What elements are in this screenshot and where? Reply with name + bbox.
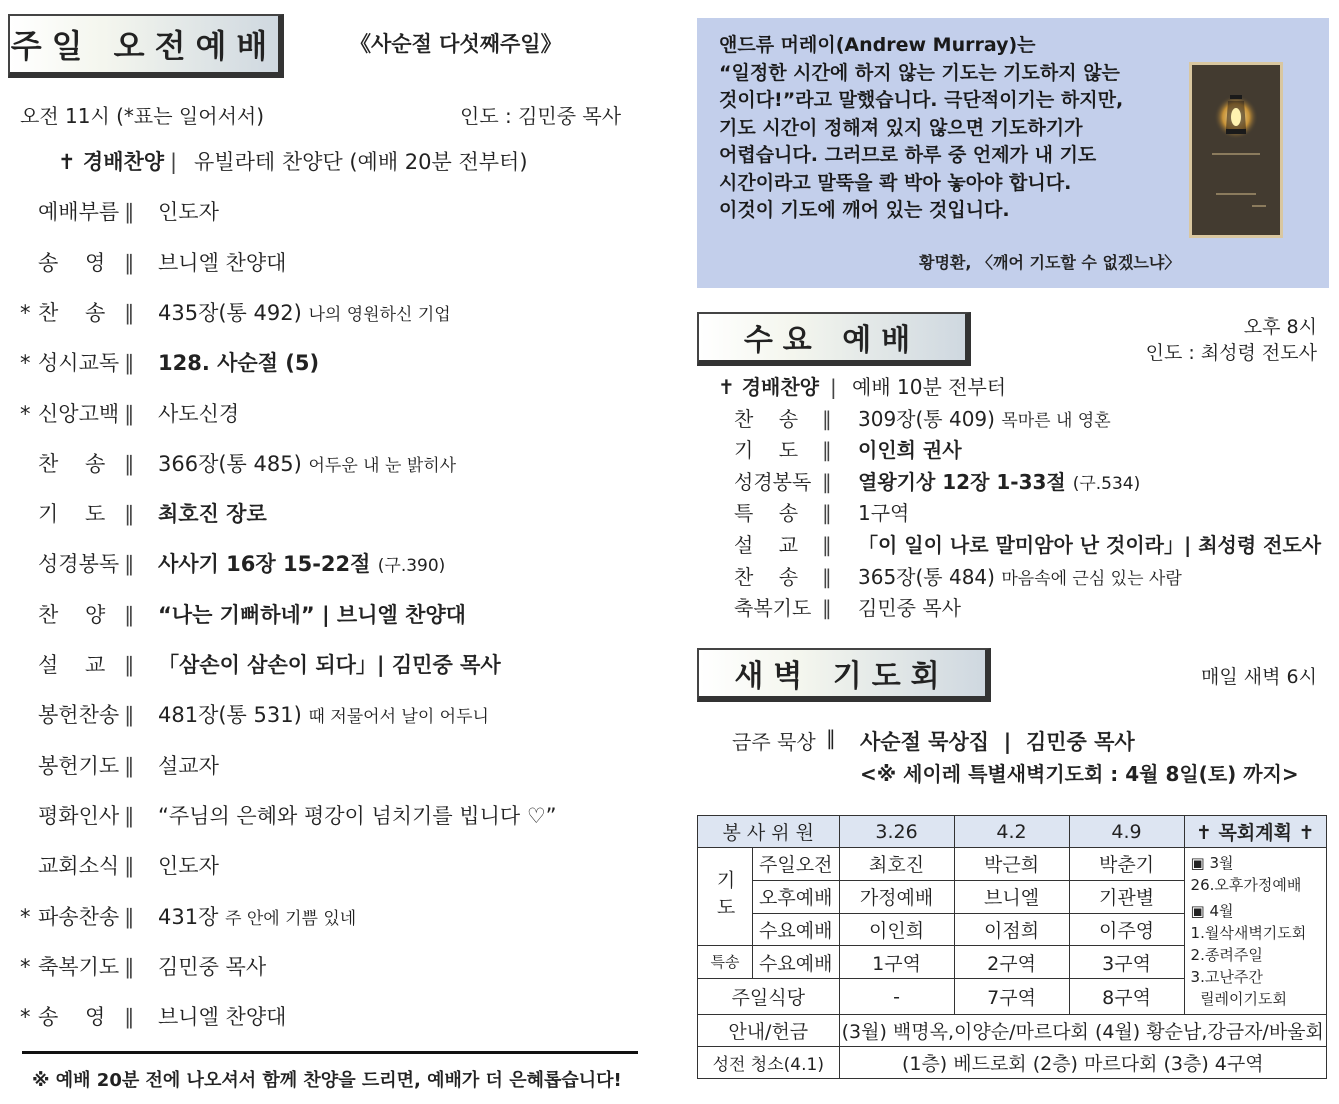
order-separator: ∥: [124, 1005, 135, 1030]
row-label: 주일오전: [753, 848, 840, 881]
order-label: 성경봉독: [734, 469, 812, 494]
order-separator: ∥: [822, 596, 832, 621]
table-cell: (3월) 백명옥,이양순/마르다회 (4월) 황순남,강금자/바울회: [839, 1015, 1326, 1047]
order-content: [158, 951, 266, 985]
order-label: 봉헌찬송: [38, 703, 120, 728]
order-label: 설 교: [734, 533, 799, 557]
order-content: [158, 498, 267, 532]
table-cell: 7구역: [954, 979, 1069, 1015]
standing-mark: *: [20, 401, 31, 426]
order-label: 특 송: [734, 501, 799, 526]
order-label: 축복기도: [734, 596, 812, 621]
table-header: 4.9: [1069, 816, 1184, 848]
order-label: 찬 송: [38, 451, 106, 476]
table-row: [698, 848, 1327, 881]
order-main: 사사기 16장 15-22절: [158, 552, 371, 577]
order-main: 유빌라테 찬양단 (예배 20분 전부터): [194, 150, 528, 174]
table-cell: 브니엘: [954, 880, 1069, 913]
quote-line: 어렵습니다. 그러므로 하루 중 언제가 내 기도: [719, 144, 1097, 166]
order-separator: ∥: [124, 552, 135, 577]
table-header: ✝ 목회계획 ✝: [1184, 816, 1326, 848]
order-separator: ∥: [822, 406, 832, 431]
order-main: 열왕기상 12장 1-33절: [858, 469, 1066, 494]
order-content: [158, 649, 501, 683]
order-content: [852, 372, 1006, 404]
sunday-time: 오전 11시 (*표는 일어서서): [20, 104, 265, 128]
standing-mark: *: [20, 1005, 31, 1030]
order-content: [858, 562, 1182, 594]
lantern-icon: [1192, 65, 1280, 235]
order-separator: ∥: [124, 250, 135, 275]
dawn-content: 사순절 묵상집 | 김민중 목사: [860, 730, 1135, 754]
order-main: “주님의 은혜와 평강이 넘치기를 빕니다 ♡”: [158, 803, 557, 828]
order-separator: ∥: [822, 501, 832, 526]
dawn-label: 금주 묵상: [732, 730, 816, 754]
order-separator: ∥: [822, 564, 832, 589]
order-separator: ∥: [124, 200, 135, 225]
standing-mark: *: [20, 904, 31, 929]
duty-table: [697, 815, 1327, 1079]
quote-line: 앤드류 머레이(Andrew Murray)는: [719, 34, 1036, 56]
order-main: 인도자: [158, 854, 219, 879]
order-content: [158, 599, 466, 633]
order-main: 김민중 목사: [158, 954, 267, 979]
plan-line: 3.고난주간: [1190, 968, 1263, 986]
order-content: [158, 1001, 286, 1035]
table-cell: 이주영: [1069, 913, 1184, 946]
order-separator: ∥: [124, 653, 135, 677]
order-label: 찬 송: [734, 564, 799, 589]
table-row: [698, 1015, 1327, 1047]
order-content: [158, 901, 356, 935]
row-label: 수요예배: [753, 913, 840, 946]
order-main: 1구역: [858, 501, 910, 526]
order-separator: ∥: [822, 469, 832, 494]
table-header: 3.26: [839, 816, 954, 848]
table-header-row: [698, 816, 1327, 848]
order-label: 교회소식: [38, 854, 120, 879]
order-separator: ∥: [822, 438, 832, 463]
quote-text: [719, 32, 1179, 225]
order-content: [158, 699, 489, 733]
order-label: ✝ 경배찬양: [718, 375, 820, 399]
order-label: 송 영: [38, 250, 106, 275]
order-note: 때 저물어서 날이 어두니: [308, 707, 489, 728]
wednesday-title: 수요 예배: [743, 323, 921, 358]
order-content: [858, 435, 962, 467]
dawn-special: <※ 세이레 특별새벽기도회 : 4월 8일(토) 까지>: [860, 762, 1299, 786]
order-main: 366장(통 485): [158, 451, 302, 476]
table-cell: 가정예배: [839, 880, 954, 913]
table-cell: 최호진: [839, 848, 954, 881]
table-cell: -: [839, 979, 954, 1015]
order-main: 431장: [158, 904, 219, 929]
plan-line: 1.월삭새벽기도회: [1190, 924, 1307, 942]
sunday-title-box: [8, 14, 284, 78]
order-content: [858, 467, 1140, 499]
order-content: [858, 498, 909, 530]
wednesday-title-box: [697, 312, 971, 366]
order-separator: ∥: [124, 502, 135, 527]
order-note: (구.390): [377, 556, 446, 577]
dawn-time: 매일 새벽 6시: [1201, 666, 1317, 688]
plan-line: ▣ 4월: [1190, 902, 1234, 920]
order-content: [158, 800, 557, 834]
table-cell: 8구역: [1069, 979, 1184, 1015]
dawn-title-box: [697, 648, 991, 702]
row-label: 안내/헌금: [698, 1015, 840, 1047]
order-label: 신앙고백: [38, 401, 120, 426]
row-label: 성전 청소(4.1): [698, 1047, 840, 1079]
sunday-subtitle: 《사순절 다섯째주일》: [350, 32, 562, 56]
quote-line: “일정한 시간에 하지 않는 기도는 기도하지 않는: [719, 61, 1120, 84]
order-label: 성경봉독: [38, 552, 120, 577]
order-main: 365장(통 484): [858, 564, 995, 589]
sunday-leader: 인도 : 김민중 목사: [460, 104, 622, 128]
quote-box: [697, 18, 1329, 288]
order-main: 브니엘 찬양대: [158, 250, 287, 275]
order-separator: |: [170, 150, 178, 174]
order-main: 「삼손이 삼손이 되다」| 김민중 목사: [158, 653, 501, 677]
order-main: 128. 사순절 (5): [158, 351, 320, 376]
order-note: 목마른 내 영혼: [1001, 410, 1111, 431]
order-label: 찬 송: [734, 406, 799, 431]
order-label: 성시교독: [38, 351, 120, 376]
table-cell: 이인희: [839, 913, 954, 946]
order-content: [158, 347, 319, 381]
sunday-title: 주일 오전예배: [10, 27, 278, 65]
order-label: 파송찬송: [38, 904, 120, 929]
table-header: 4.2: [954, 816, 1069, 848]
order-main: 481장(통 531): [158, 703, 302, 728]
plan-line: ▣ 3월: [1190, 854, 1234, 872]
quote-line: 것이다!”라고 말했습니다. 극단적이기는 하지만,: [719, 89, 1124, 111]
plan-line: 릴레이기도회: [1190, 990, 1288, 1008]
standing-mark: *: [20, 954, 31, 979]
order-separator: ∥: [124, 351, 135, 376]
order-separator: ∥: [124, 451, 135, 476]
table-cell: 1구역: [839, 946, 954, 979]
order-label: 기 도: [734, 438, 799, 463]
table-cell: 2구역: [954, 946, 1069, 979]
order-content: [158, 297, 451, 331]
order-separator: ∥: [124, 300, 135, 325]
order-label: 찬 양: [38, 602, 106, 627]
order-content: [158, 850, 219, 884]
quote-line: 시간이라고 말뚝을 콱 박아 놓아야 합니다.: [719, 171, 1072, 194]
order-main: 이인희 권사: [858, 438, 962, 463]
order-label: 설 교: [38, 653, 106, 677]
order-main: 435장(통 492): [158, 300, 302, 325]
table-row: [698, 1047, 1327, 1079]
table-header: 봉 사 위 원: [698, 816, 840, 848]
order-main: 인도자: [158, 200, 219, 225]
footer-divider: [22, 1051, 638, 1054]
order-content: [158, 548, 445, 582]
order-note: (구.534): [1072, 473, 1141, 494]
order-content: [858, 404, 1111, 436]
wednesday-time: 오후 8시: [1243, 316, 1317, 338]
table-cell: 기관별: [1069, 880, 1184, 913]
wednesday-leader: 인도 : 최성령 전도사: [1145, 342, 1317, 364]
order-main: 설교자: [158, 753, 219, 778]
book-cover-image: [1189, 62, 1283, 238]
order-label: 예배부름: [38, 200, 120, 225]
order-main: 최호진 장로: [158, 502, 267, 527]
plan-line: 2.종려주일: [1190, 946, 1263, 964]
order-note: 나의 영원하신 기업: [308, 304, 451, 325]
order-content: [158, 196, 219, 230]
order-label: 평화인사: [38, 803, 120, 828]
order-label: 봉헌기도: [38, 753, 120, 778]
plan-cell: [1184, 848, 1326, 1015]
sunday-footer-note: ※ 예배 20분 전에 나오셔서 함께 찬양을 드리면, 예배가 더 은혜롭습니다!: [32, 1070, 622, 1091]
order-content: [158, 247, 286, 281]
order-separator: ∥: [124, 401, 135, 426]
order-separator: ∥: [124, 753, 135, 778]
group-special: 특송: [698, 946, 753, 979]
row-label: 수요예배: [753, 946, 840, 979]
dawn-sep: ∥: [826, 726, 836, 750]
order-separator: ∥: [124, 954, 135, 979]
table-cell: 박근희: [954, 848, 1069, 881]
table-cell: 박춘기: [1069, 848, 1184, 881]
order-separator: ∥: [124, 703, 135, 728]
order-separator: |: [830, 375, 837, 399]
standing-mark: *: [20, 351, 31, 376]
order-label: 축복기도: [38, 954, 120, 979]
order-main: 브니엘 찬양대: [158, 1005, 287, 1030]
order-label: 송 영: [38, 1005, 106, 1030]
order-note: 마음속에 근심 있는 사람: [1001, 568, 1182, 589]
quote-source: 황명환, 〈깨어 기도할 수 없겠느냐〉: [919, 253, 1181, 272]
table-cell: (1층) 베드로회 (2층) 마르다회 (3층) 4구역: [839, 1047, 1326, 1079]
standing-mark: *: [20, 300, 31, 325]
order-separator: ∥: [124, 904, 135, 929]
order-label: 기 도: [38, 502, 106, 527]
order-note: 어두운 내 눈 밝히사: [308, 455, 457, 476]
order-separator: ∥: [124, 803, 135, 828]
order-content: [194, 146, 528, 180]
order-content: [158, 398, 239, 432]
table-cell: 이점희: [954, 913, 1069, 946]
order-note: 주 안에 기쁨 있네: [225, 908, 357, 929]
dawn-title: 새벽 기도회: [734, 659, 950, 694]
order-content: [858, 593, 961, 625]
order-content: [858, 530, 1321, 562]
table-cell: 3구역: [1069, 946, 1184, 979]
plan-line: 26.오후가정예배: [1190, 876, 1302, 894]
order-content: [158, 448, 456, 482]
order-separator: ∥: [124, 602, 135, 627]
order-label: ✝ 경배찬양: [58, 150, 165, 174]
group-prayer: 기도: [698, 848, 753, 946]
order-main: 사도신경: [158, 401, 240, 426]
order-main: “나는 기뻐하네” | 브니엘 찬양대: [158, 602, 466, 627]
quote-line: 기도 시간이 정해져 있지 않으면 기도하기가: [719, 116, 1083, 139]
row-label: 주일식당: [698, 979, 840, 1015]
order-separator: ∥: [822, 533, 832, 557]
row-label: 오후예배: [753, 880, 840, 913]
order-content: [158, 750, 219, 784]
order-separator: ∥: [124, 854, 135, 879]
order-main: 309장(통 409): [858, 406, 995, 431]
quote-line: 이것이 기도에 깨어 있는 것입니다.: [719, 199, 1010, 221]
order-main: 「이 일이 나로 말미암아 난 것이라」| 최성령 전도사: [858, 533, 1322, 557]
order-label: 찬 송: [38, 300, 106, 325]
order-main: 예배 10분 전부터: [852, 375, 1007, 399]
order-main: 김민중 목사: [858, 596, 961, 621]
